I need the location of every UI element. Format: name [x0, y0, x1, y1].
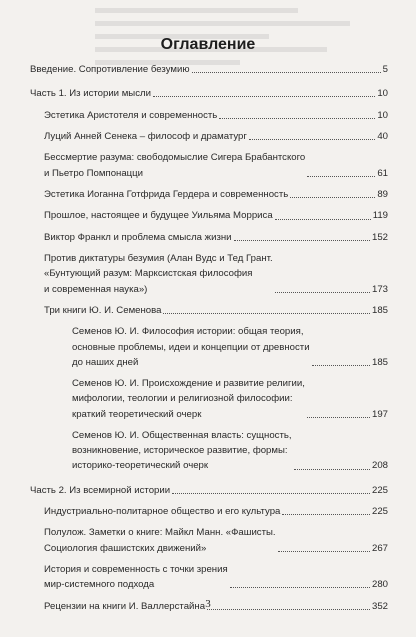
toc-entry-title: Луций Анней Сенека – философ и драматург — [44, 130, 247, 142]
toc-page-number: 225 — [371, 484, 388, 496]
dot-leader — [275, 219, 371, 220]
dot-leader — [230, 587, 370, 588]
toc-entry-title: историко-теоретический очерк — [72, 460, 209, 472]
toc-page-number: 10 — [377, 88, 388, 100]
dot-leader — [282, 514, 370, 515]
toc-page-number: 208 — [371, 460, 388, 472]
toc-page-number: 40 — [377, 130, 388, 142]
toc-page-number: 5 — [382, 64, 388, 75]
dot-leader — [219, 118, 375, 119]
dot-leader — [307, 417, 370, 418]
toc-entry[interactable] — [30, 303, 388, 318]
dot-leader — [172, 493, 370, 494]
toc-entry-title: Социология фашистских движений» — [44, 542, 207, 554]
dot-leader — [290, 197, 375, 198]
toc-entry[interactable] — [30, 504, 388, 519]
toc-subentry[interactable] — [30, 376, 388, 422]
toc-entry-title: Рецензии на книги И. Валлерстайна — [44, 600, 206, 612]
toc-entry-title: мир-системного подхода — [44, 579, 155, 591]
toc-page-number: 352 — [371, 600, 388, 612]
toc-entry-title: основные проблемы, идеи и концепции от древности — [72, 341, 310, 353]
toc-entry-introduction[interactable] — [30, 62, 388, 77]
dot-leader — [249, 139, 375, 140]
table-of-contents — [30, 62, 388, 620]
toc-entry[interactable] — [30, 187, 388, 202]
dot-leader — [163, 313, 370, 314]
toc-entry-title: и современная наука») — [44, 283, 148, 295]
toc-entry[interactable] — [30, 108, 388, 123]
toc-entry[interactable] — [30, 230, 388, 245]
toc-entry-title: Семенов Ю. И. Философия истории: общая теория, — [72, 326, 304, 338]
toc-entry-title: Эстетика Аристотеля и современность — [44, 109, 218, 121]
page-title: Оглавление — [160, 36, 256, 53]
toc-entry-title: возникновение, историческое развитие, формы: — [72, 445, 288, 457]
toc-entry-title: Прошлое, настоящее и будущее Уильяма Морриса — [44, 210, 273, 222]
dot-leader — [294, 469, 370, 470]
dot-leader — [307, 176, 375, 177]
toc-page-number: 152 — [371, 231, 388, 243]
toc-subentry[interactable] — [30, 324, 388, 370]
toc-entry[interactable] — [30, 129, 388, 144]
toc-page-number: 267 — [371, 542, 388, 554]
toc-page-number: 197 — [371, 408, 388, 420]
toc-page-number: 173 — [371, 283, 388, 295]
toc-page-number: 61 — [377, 167, 388, 179]
toc-entry-title: Семенов Ю. И. Происхождение и развитие религии, — [72, 378, 305, 390]
toc-entry-title: История и современность с точки зрения — [44, 563, 228, 575]
toc-entry-title: Эстетика Иоганна Готфрида Гердера и современность — [44, 188, 289, 200]
toc-entry-title: Семенов Ю. И. Общественная власть: сущность, — [72, 429, 292, 441]
toc-entry-title: «Бунтующий разум: Марксистская философия — [44, 268, 253, 280]
toc-subentry[interactable] — [30, 428, 388, 474]
toc-entry-title: до наших дней — [72, 356, 139, 368]
toc-entry-title: Полулож. Заметки о книге: Майкл Манн. «Фашисты. — [44, 527, 276, 539]
toc-page-number: 280 — [371, 579, 388, 591]
toc-page-number: 89 — [377, 188, 388, 200]
dot-leader — [234, 240, 370, 241]
toc-entry-part-1[interactable] — [30, 86, 388, 101]
toc-page-number: 185 — [371, 304, 388, 316]
toc-entry[interactable] — [30, 562, 388, 592]
toc-entry-title: Часть 1. Из истории мысли — [30, 88, 151, 100]
dot-leader — [312, 365, 370, 366]
toc-entry-title: Против диктатуры безумия (Алан Вудс и Тед Грант. — [44, 253, 273, 265]
toc-page-number: 119 — [372, 210, 388, 222]
toc-entry-title: Часть 2. Из всемирной истории — [30, 484, 171, 496]
toc-entry[interactable] — [30, 150, 388, 180]
toc-entry[interactable] — [30, 525, 388, 555]
toc-entry[interactable] — [30, 251, 388, 297]
toc-entry-title: Индустриально-политарное общество и его культура — [44, 505, 281, 517]
toc-page-number: 225 — [371, 505, 388, 517]
toc-entry-title: Бессмертие разума: свободомыслие Сигера Брабантского — [44, 152, 306, 164]
dot-leader — [153, 96, 375, 97]
toc-entry-title: Введение. Сопротивление безумию — [30, 64, 190, 75]
toc-entry-part-2[interactable] — [30, 483, 388, 498]
toc-entry-title: и Пьетро Помпонацци — [44, 167, 144, 179]
toc-entry-title: краткий теоретический очерк — [72, 408, 202, 420]
toc-entry-title: мифологии, теологии и религиозной философии: — [72, 393, 293, 405]
toc-page-number: 185 — [371, 356, 388, 368]
toc-entry-title: Три книги Ю. И. Семенова — [44, 304, 162, 316]
dot-leader — [275, 292, 370, 293]
page-number: 3 — [205, 598, 211, 610]
dot-leader — [192, 72, 381, 73]
toc-entry[interactable] — [30, 208, 388, 223]
dot-leader — [278, 551, 370, 552]
toc-entry-title: Виктор Франкл и проблема смысла жизни — [44, 231, 232, 243]
toc-page-number: 10 — [377, 109, 388, 121]
